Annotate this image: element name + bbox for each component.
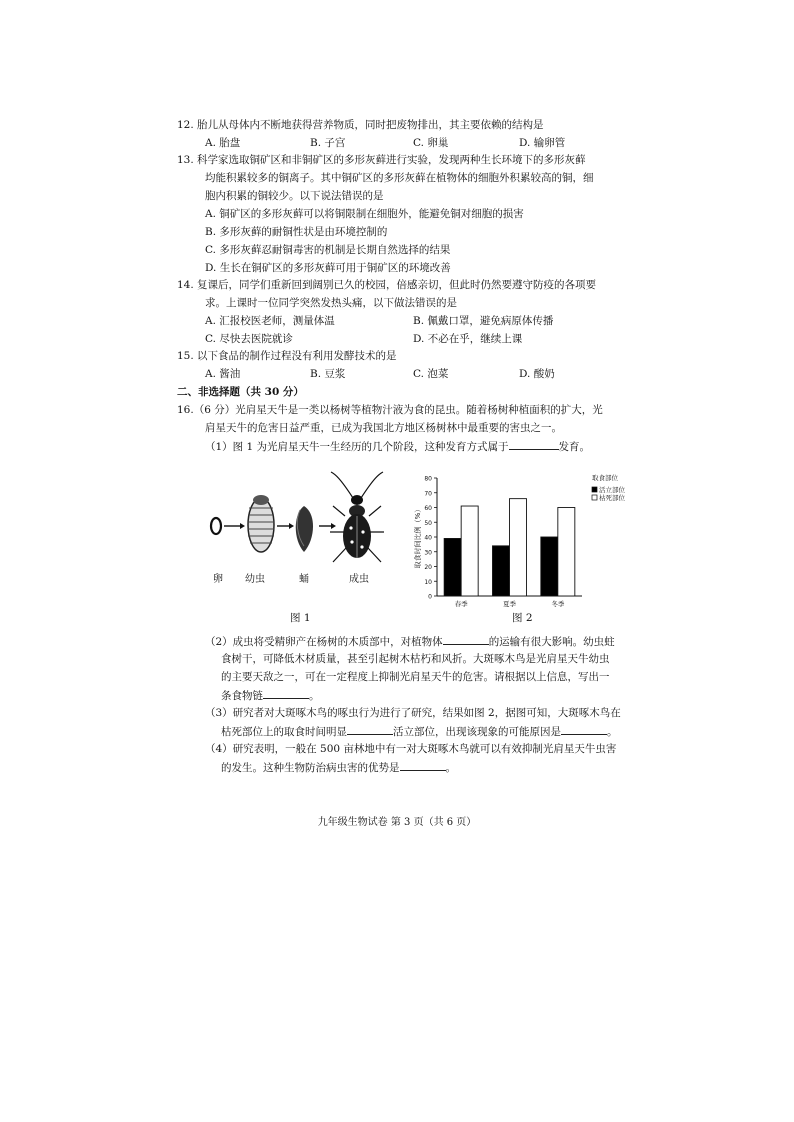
q12-option-b: B. 子宫 xyxy=(310,137,346,149)
arrow-icon xyxy=(331,523,336,529)
q15-option-b: B. 豆浆 xyxy=(310,368,346,380)
y-tick-label: 10 xyxy=(424,578,432,586)
q14-option-d: D. 不必在乎，继续上课 xyxy=(413,333,523,345)
y-tick-label: 70 xyxy=(424,490,432,498)
q14-option-a: A. 汇报校医老师，测量体温 xyxy=(205,315,335,327)
q14-line: 求。上课时一位同学突然发热头痛，以下做法错误的是 xyxy=(205,297,457,309)
y-tick-label: 60 xyxy=(424,505,432,512)
feeding-time-chart xyxy=(410,468,630,608)
q15-option-d: D. 酸奶 xyxy=(519,368,555,380)
legend-label: 枯死部位 xyxy=(599,494,625,502)
y-tick-label: 0 xyxy=(428,593,432,601)
q13-option-d: D. 生长在铜矿区的多形灰藓可用于铜矿区的环境改善 xyxy=(205,262,451,274)
q13-line: 13. 科学家选取铜矿区和非铜矿区的多形灰藓进行实验，发现两种生长环境下的多形灰藓 xyxy=(177,154,586,166)
x-tick-label: 冬季 xyxy=(551,600,565,608)
q16-intro: 肩星天牛的危害日益严重，已成为我国北方地区杨树林中最重要的害虫之一。 xyxy=(205,422,562,434)
page-footer: 九年级生物试卷 第 3 页（共 6 页） xyxy=(317,817,477,828)
bar-live-3 xyxy=(541,537,558,596)
q16-part2-line: 食树干，可降低木材质量，甚至引起树木枯朽和风折。大斑啄木鸟是光肩星天牛幼虫 xyxy=(221,653,610,665)
figure-1-caption: 图 1 xyxy=(290,612,311,624)
y-tick-label: 20 xyxy=(424,564,432,571)
answer-blank[interactable] xyxy=(509,439,559,450)
q16-part3-line: 枯死部位上的取食时间明显 活立部位，出现该现象的可能原因是 。 xyxy=(221,726,618,738)
bar-live-2 xyxy=(493,546,510,596)
q12-option-a: A. 胎盘 xyxy=(205,137,241,149)
q16-part4: （4）研究表明，一般在 500 亩林地中有一对大斑啄木鸟就可以有效抑制光肩星天牛虫害 xyxy=(205,743,617,755)
bar-dead-2 xyxy=(510,499,527,596)
legend-label: 活立部位 xyxy=(599,486,625,494)
stage-label-adult: 成虫 xyxy=(349,574,369,585)
q16-part2-line: 条食物链 。 xyxy=(221,690,320,702)
y-tick-label: 40 xyxy=(424,534,432,542)
arrow-icon xyxy=(289,523,294,529)
stage-label-pupa: 蛹 xyxy=(299,574,309,585)
legend-swatch xyxy=(592,487,597,492)
q15-option-c: C. 泡菜 xyxy=(413,368,449,380)
q14-option-b: B. 佩戴口罩，避免病原体传播 xyxy=(413,315,554,327)
legend-swatch xyxy=(592,495,597,500)
q16-part4-line: 的发生。这种生物防治病虫害的优势是 。 xyxy=(221,762,456,774)
bar-live-1 xyxy=(444,538,461,596)
q13-option-b: B. 多形灰藓的耐铜性状是由环境控制的 xyxy=(205,226,388,238)
q13-option-c: C. 多形灰藓忍耐铜毒害的机制是长期自然选择的结果 xyxy=(205,244,451,256)
q16-part2: （2）成虫将受精卵产在杨树的木质部中，对植物体 的运输有很大影响。幼虫蛀 xyxy=(205,636,615,648)
q12-option-d: D. 输卵管 xyxy=(519,137,566,149)
q15-stem: 15. 以下食品的制作过程没有利用发酵技术的是 xyxy=(177,350,397,362)
y-tick-label: 30 xyxy=(424,549,432,557)
legend-title: 取食部位 xyxy=(592,474,618,482)
q13-option-a: A. 铜矿区的多形灰藓可以将铜限制在细胞外，能避免铜对细胞的损害 xyxy=(205,208,524,220)
q13-line: 胞内积累的铜较少。以下说法错误的是 xyxy=(205,190,384,202)
q15-option-a: A. 酱油 xyxy=(205,368,241,380)
y-tick-label: 80 xyxy=(424,475,432,483)
q12-option-c: C. 卵巢 xyxy=(413,137,449,149)
beetle-shape xyxy=(330,472,384,562)
bar-dead-3 xyxy=(558,508,575,597)
answer-blank[interactable] xyxy=(263,688,309,699)
q14-line: 14. 复课后，同学们重新回到阔别已久的校园，倍感亲切，但此时仍然要遵守防疫的各项要 xyxy=(177,279,597,291)
answer-blank[interactable] xyxy=(561,724,607,735)
y-axis-label: 取食时间比例（%） xyxy=(414,505,422,569)
arrow-icon xyxy=(240,523,245,529)
q16-intro: 16.（6 分）光肩星天牛是一类以杨树等植物汁液为食的昆虫。随着杨树种植面积的扩大，光 xyxy=(177,404,603,416)
q13-line: 均能积累较多的铜离子。其中铜矿区的多形灰藓在植物体的细胞外积累较高的铜，细 xyxy=(205,172,594,184)
pupa-shape xyxy=(296,506,313,552)
larva-shape xyxy=(248,495,274,552)
stage-label-larva: 幼虫 xyxy=(245,574,265,585)
q12-stem: 12. 胎儿从母体内不断地获得营养物质，同时把废物排出，其主要依赖的结构是 xyxy=(177,119,544,131)
x-tick-label: 夏季 xyxy=(503,600,516,608)
section-heading: 二、非选择题（共 30 分） xyxy=(177,386,304,398)
bar-dead-1 xyxy=(461,506,478,596)
answer-blank[interactable] xyxy=(443,634,489,645)
answer-blank[interactable] xyxy=(400,760,446,771)
q14-option-c: C. 尽快去医院就诊 xyxy=(205,333,293,345)
stage-label-egg: 卵 xyxy=(213,574,223,585)
q16-part3: （3）研究者对大斑啄木鸟的啄虫行为进行了研究，结果如图 2，据图可知，大斑啄木鸟在 xyxy=(205,707,621,719)
x-tick-label: 春季 xyxy=(454,600,468,608)
q16-part1: （1）图 1 为光肩星天牛一生经历的几个阶段，这种发育方式属于 发育。 xyxy=(205,441,591,453)
answer-blank[interactable] xyxy=(347,724,393,735)
y-tick-label: 50 xyxy=(424,519,432,527)
figure-2-caption: 图 2 xyxy=(512,612,533,624)
egg-shape xyxy=(211,518,221,534)
q16-part2-line: 的主要天敌之一，可在一定程度上抑制光肩星天牛的危害。请根据以上信息，写出一 xyxy=(221,671,610,683)
